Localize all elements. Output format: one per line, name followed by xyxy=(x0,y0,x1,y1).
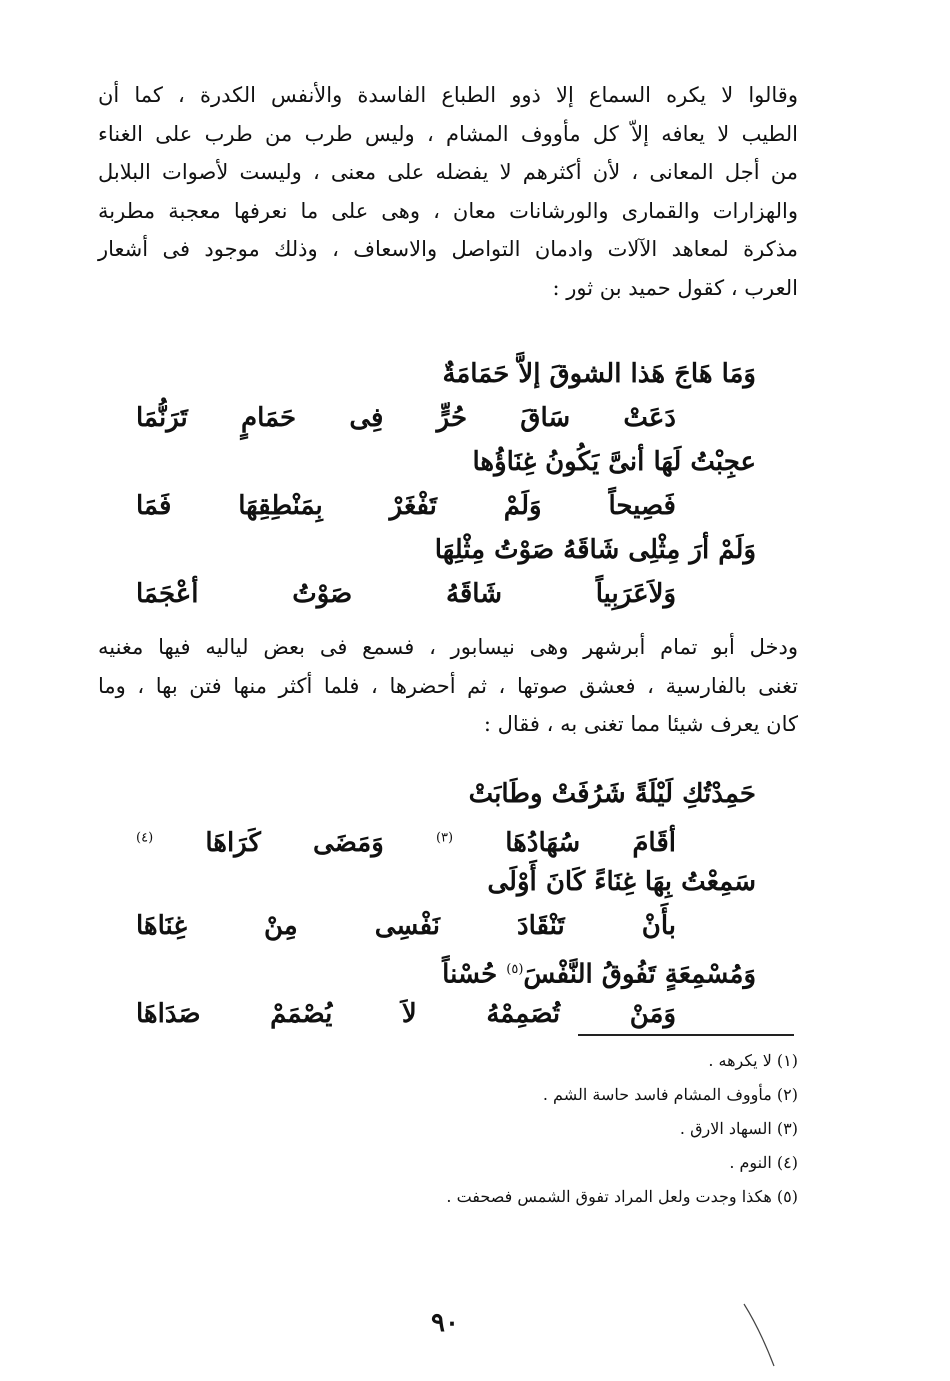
page-number: ٩٠ xyxy=(431,1308,459,1338)
verse-text: حُسْناً xyxy=(442,959,498,990)
poem-humaid-ibn-thawr xyxy=(136,352,756,616)
footnote-marker: (٥) xyxy=(506,962,524,977)
verse-line: وَمَا هَاجَ هَذا الشوقَ إلاَّ حَمَامَةٌ xyxy=(442,359,756,389)
footnote-item: (٤) النوم . xyxy=(729,1153,798,1172)
footnote-item: (٣) السهاد الارق . xyxy=(679,1119,798,1138)
verse-line: دَعَتْ سَاقَ حُرٍّ فِى حَمَامٍ تَرَنُّمَا xyxy=(136,403,676,433)
verse-text: وَمُسْمِعَةٍ تَفُوقُ النَّفْسَ xyxy=(523,959,756,990)
footnote-item: (٥) هكذا وجدت ولعل المراد تفوق الشمس فصحفت . xyxy=(446,1187,798,1206)
verse-line: حَمِدْتُكِ لَيْلَةً شَرُفَتْ وطَابَتْ xyxy=(468,779,756,809)
verse-line: وَلَمْ أرَ مِثْلِى شَاقَهُ صَوْتُ مِثْلِهَا xyxy=(434,535,756,565)
verse-line: فَصِيحاً وَلَمْ تَفْغَرْ بِمَنْطِقِهَا فَمَا xyxy=(136,491,676,521)
paragraph-line: وقالوا لا يكره السماع إلا ذوو الطباع الفاسدة والأنفس الكدرة ، كما أن xyxy=(98,83,798,107)
footnotes xyxy=(298,1044,798,1214)
paragraph-line: كان يعرف شيئا مما تغنى به ، فقال : xyxy=(483,712,798,736)
verse-line: وَمَنْ تُصَمِمْهُ لاَ يُصْمَمْ صَدَاهَا xyxy=(136,999,676,1029)
verse-line xyxy=(136,948,756,992)
verse-line: سَمِعْتُ بِهَا غِنَاءً كَانَ أَوْلَى xyxy=(487,867,756,897)
footnote-divider xyxy=(578,1034,794,1036)
paragraph-line: العرب ، كقول حميد بن ثور : xyxy=(552,275,798,300)
verse-line: وَلاَعَرَبِياً شَاقَهُ صَوْتُ أعْجَمَا xyxy=(136,579,676,609)
paragraph-line: تغنى بالفارسية ، فعشق صوتها ، ثم أحضرها ، فلما أكثر منها فتن بها ، وما xyxy=(98,673,798,698)
verse-text: وَمَضَى كَرَاهَا xyxy=(205,827,384,858)
paragraph-abu-tammam xyxy=(98,628,798,744)
paragraph-line: ودخل أبو تمام أبرشهر وهى نيسابور ، فسمع فى بعض لياليه فيها مغنيه xyxy=(98,635,798,659)
verse-line: عجِبْتُ لَهَا أنىَّ يَكُونُ غِنَاؤُها xyxy=(472,447,756,477)
paragraph-line: مذكرة لمعاهد الآلات وادمان التواصل والاسعاف ، وذلك موجود فى أشعار xyxy=(98,237,798,261)
poem-abu-tammam xyxy=(136,772,756,1036)
scan-mark-icon xyxy=(740,1300,780,1370)
paragraph-line: والهزارات والقمارى والورشانات معان ، وهى على ما نعرفها معجبة مطربة xyxy=(98,198,798,223)
verse-line: بأَنْ تَنْقَادَ نَفْسِى مِنْ غِنَاهَا xyxy=(136,911,676,941)
verse-half xyxy=(136,828,384,858)
footnote-marker: (٤) xyxy=(136,830,154,845)
footnote-item: (١) لا يكرهه . xyxy=(708,1051,798,1070)
paragraph-line: من أجل المعانى ، لأن أكثرهم لا يفضله على معنى ، وليست لأصوات البلابل xyxy=(98,160,798,184)
footnote-item: (٢) مأووف المشام فاسد حاسة الشم . xyxy=(542,1085,798,1104)
paragraph-opening xyxy=(98,76,798,307)
footnote-marker: (٣) xyxy=(435,830,454,845)
verse-line xyxy=(136,816,716,860)
verse-half xyxy=(436,828,676,858)
paragraph-line: الطيب لا يعافه إلاّ كل مأووف المشام ، وليس طرب من طرب على الغناء xyxy=(98,121,798,146)
verse-text: أقَامَ سُهَادُهَا xyxy=(505,827,676,858)
